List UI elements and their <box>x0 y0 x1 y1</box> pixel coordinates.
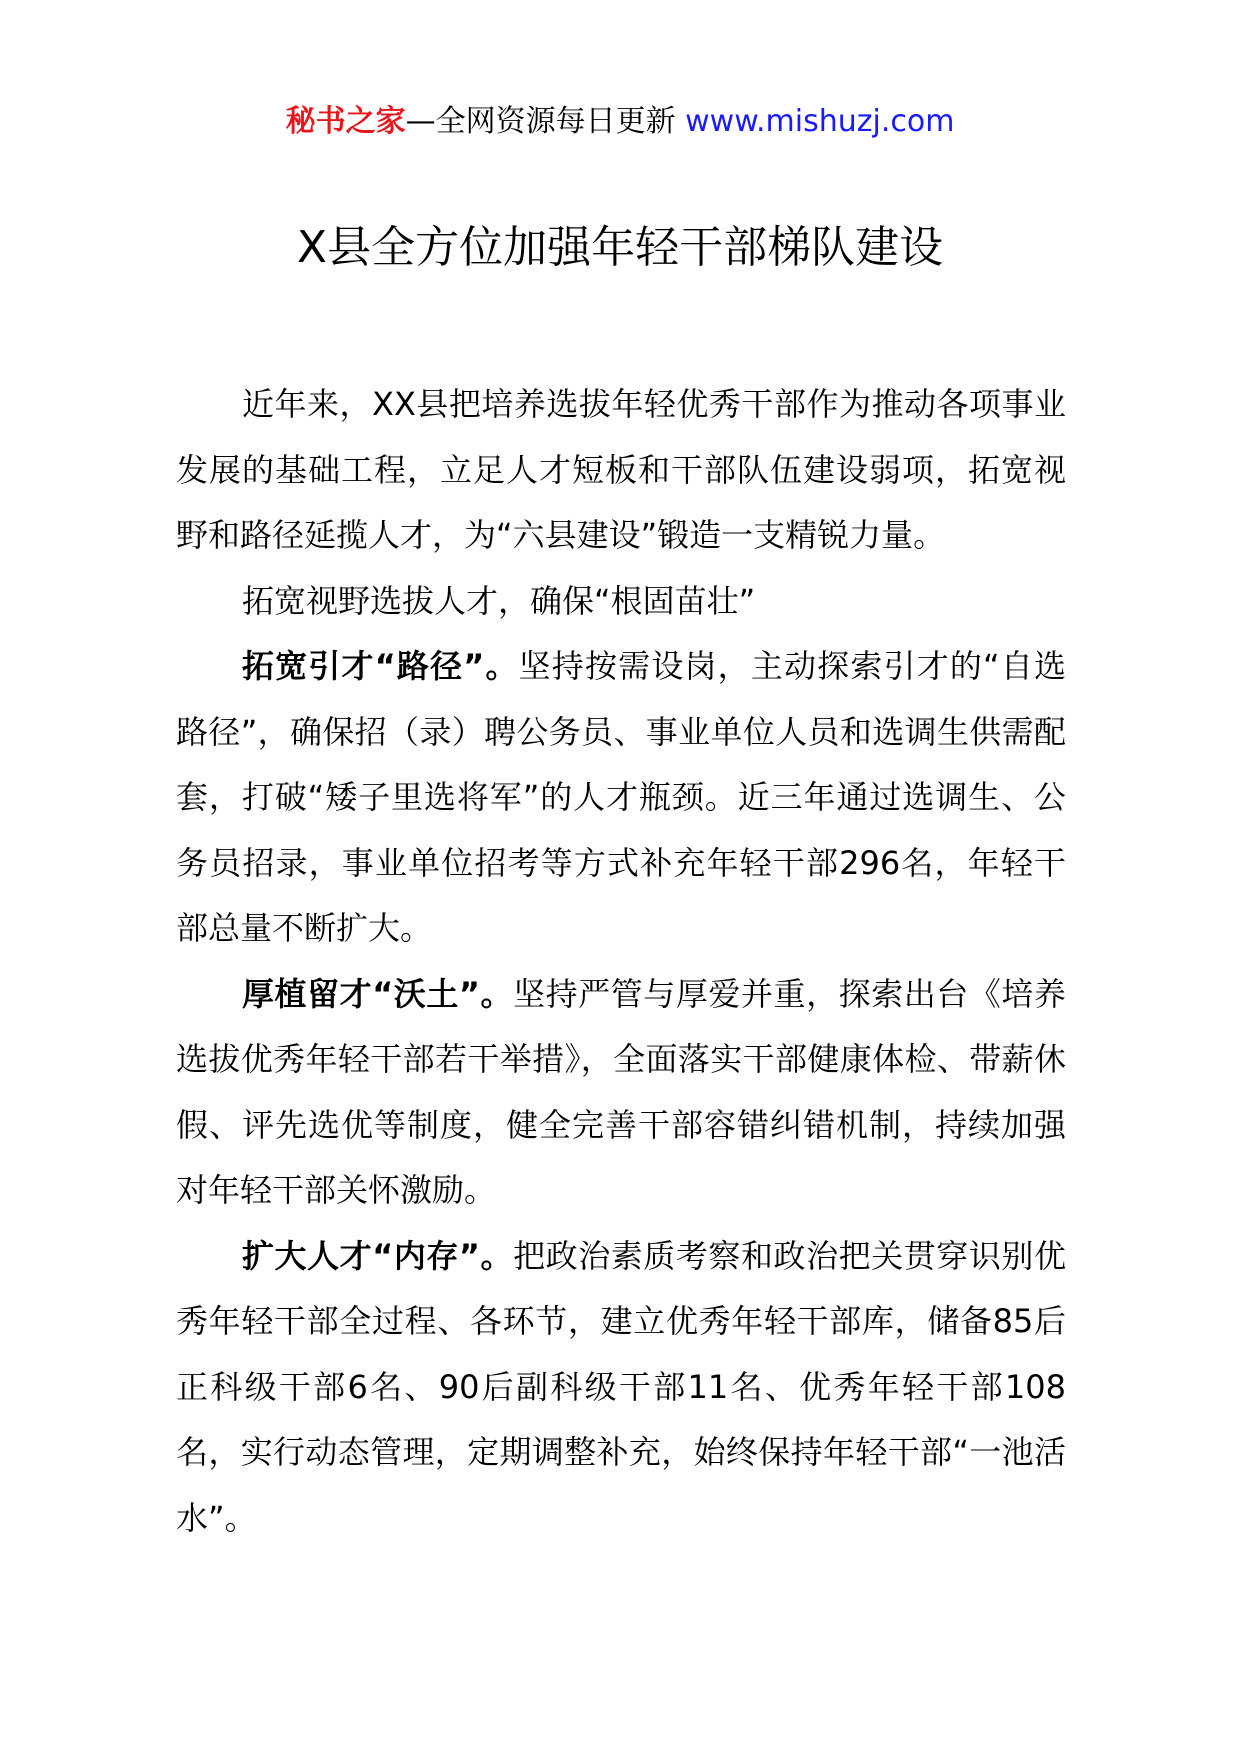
paragraph-intro <box>176 372 1066 569</box>
paragraph-text: 拓宽视野选拔人才，确保“根固苗壮” <box>242 581 756 620</box>
paragraph-lead: 扩大人才“内存”。 <box>242 1236 514 1275</box>
paragraph-recruit-path <box>176 634 1066 962</box>
paragraph-text: 近年来，XX县把培养选拔年轻优秀干部作为推动各项事业发展的基础工程，立足人才短板和干部队伍建设弱项，拓宽视野和路径延揽人才，为“六县建设”锻造一支精锐力量。 <box>176 385 1066 554</box>
site-banner <box>0 100 1240 144</box>
paragraph-retain-soil <box>176 962 1066 1224</box>
paragraph-lead: 拓宽引才“路径”。 <box>242 647 519 685</box>
paragraph-text: 坚持严管与厚爱并重，探索出台《培养选拔优秀年轻干部若干举措》，全面落实干部健康体检、带薪休假、评先选优等制度，健全完善干部容错纠错机制，持续加强对年轻干部关怀激励。 <box>176 974 1066 1209</box>
brand-tagline: —全网资源每日更新 <box>405 104 686 139</box>
document-body <box>176 372 1066 1551</box>
site-url-link[interactable]: www.mishuzj.com <box>685 104 955 139</box>
paragraph-text: 把政治素质考察和政治把关贯穿识别优秀年轻干部全过程、各环节，建立优秀年轻干部库，储备85后正科级干部6名、90后副科级干部11名、优秀年轻干部108名，实行动态管理，定期调整补充，始终保持年轻干部“一池活水”。 <box>176 1236 1066 1537</box>
paragraph-talent-reserve <box>176 1224 1066 1552</box>
brand-name: 秘书之家 <box>285 104 406 139</box>
paragraph-lead: 厚植留才“沃土”。 <box>242 974 514 1013</box>
paragraph-text: 坚持按需设岗，主动探索引才的“自选路径”，确保招（录）聘公务员、事业单位人员和选调生供需配套，打破“矮子里选将军”的人才瓶颈。近三年通过选调生、公务员招录，事业单位招考等方式补充年轻干部296名，年轻干部总量不断扩大。 <box>176 647 1066 947</box>
paragraph-section-heading <box>176 569 1066 635</box>
document-title: X县全方位加强年轻干部梯队建设 <box>296 222 944 273</box>
